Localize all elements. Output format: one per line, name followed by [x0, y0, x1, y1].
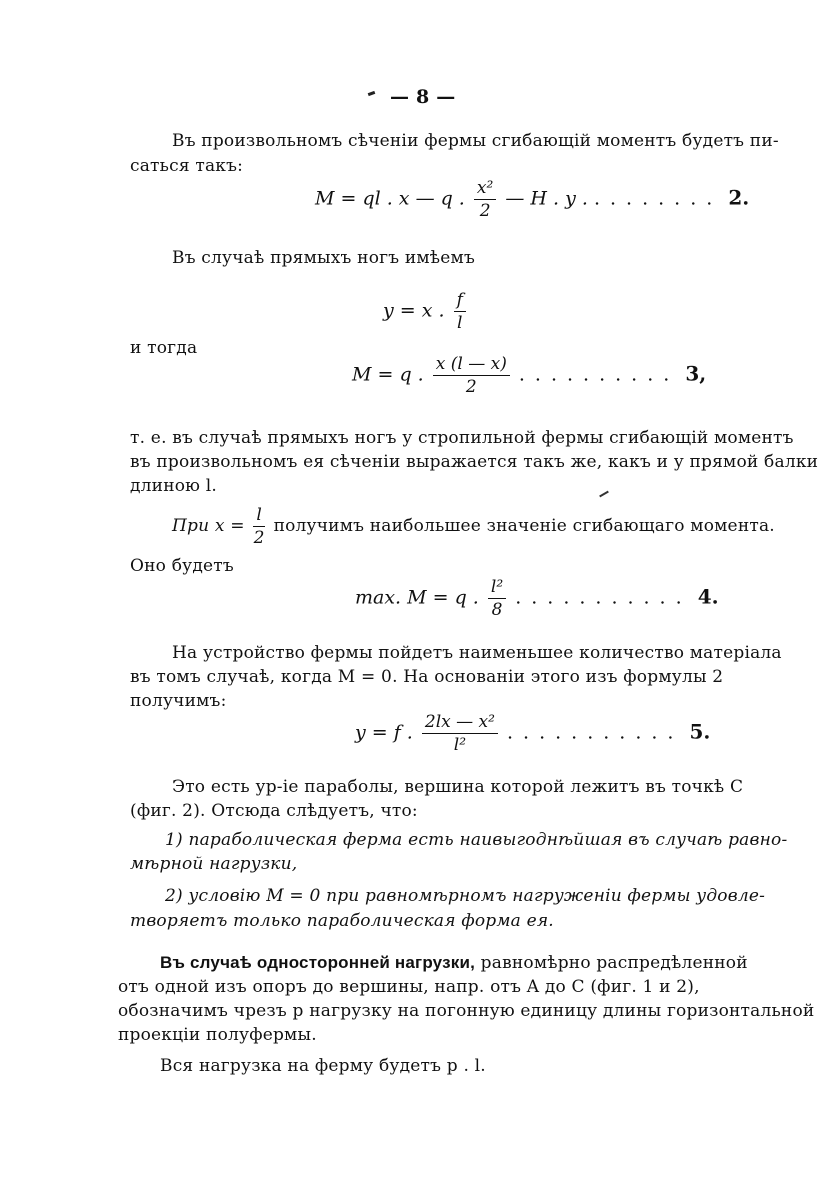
equation-5-numerator: 2lx — x²	[422, 712, 498, 734]
equation-4-numerator: l²	[488, 577, 506, 599]
equation-3-numerator: x (l — x)	[433, 354, 510, 376]
paragraph-3-line-2: въ произвольномъ ея сѣченіи выражается такъ же, какъ и у прямой балки	[130, 452, 819, 472]
equation-3-dots: ..........	[518, 363, 680, 386]
item-2-line-1: 2) условію M = 0 при равномѣрномъ нагруженіи фермы удовле-	[165, 886, 766, 906]
equation-4-dots: ...........	[515, 586, 692, 609]
equation-5-lhs: y = f .	[355, 721, 413, 744]
equation-y-numerator: f	[454, 290, 466, 312]
paragraph-4-numerator: l	[253, 505, 265, 527]
equation-4-number: 4.	[697, 584, 719, 609]
it-will-be-text: Оно будетъ	[130, 556, 234, 576]
paragraph-7-line-2: отъ одной изъ опоръ до вершины, напр. отъ A до C (фиг. 1 и 2),	[118, 977, 700, 997]
stray-pen-mark	[599, 491, 609, 498]
equation-3-number: 3,	[685, 361, 707, 386]
item-1-line-2: мѣрной нагрузки,	[130, 854, 298, 874]
equation-3-denominator: 2	[465, 377, 477, 397]
equation-y	[383, 290, 469, 333]
equation-5	[355, 712, 710, 755]
paragraph-5-line-1: На устройство фермы пойдетъ наименьшее количество матеріала	[172, 643, 782, 663]
paragraph-4-denominator: 2	[253, 528, 265, 548]
paragraph-6-line-1: Это есть ур-іе параболы, вершина которой лежитъ въ точкѣ C	[172, 777, 744, 797]
equation-2-number: 2.	[728, 185, 750, 210]
equation-y-denominator: l	[457, 313, 463, 333]
paragraph-1-line-1: Въ произвольномъ сѣченіи фермы сгибающій моментъ будетъ пи-	[172, 131, 779, 151]
paragraph-7-line-4: проекціи полуфермы.	[118, 1025, 317, 1045]
paragraph-1-line-2: саться такъ:	[130, 156, 244, 176]
equation-y-lhs: y = x .	[383, 299, 445, 322]
page-number: — 8 —	[390, 86, 456, 108]
and-then-text: и тогда	[130, 338, 198, 358]
equation-4-fraction	[488, 577, 506, 620]
equation-2	[315, 178, 749, 221]
paragraph-6-line-2: (фиг. 2). Отсюда слѣдуетъ, что:	[130, 801, 418, 821]
paragraph-5-line-3: получимъ:	[130, 691, 227, 711]
equation-5-number: 5.	[689, 719, 711, 744]
equation-y-fraction	[454, 290, 466, 333]
paragraph-4	[172, 505, 775, 548]
equation-2-denominator: 2	[479, 201, 491, 221]
paragraph-4-pre: При x =	[172, 516, 245, 536]
paragraph-5-line-2: въ томъ случаѣ, когда M = 0. На основаніи этого изъ формулы 2	[130, 667, 724, 687]
stray-mark	[368, 91, 376, 96]
equation-2-fraction	[474, 178, 496, 221]
paragraph-3-line-1: т. е. въ случаѣ прямыхъ ногъ у стропильной фермы сгибающій моментъ	[130, 428, 794, 448]
equation-3-fraction	[433, 354, 510, 397]
paragraph-8: Вся нагрузка на ферму будетъ p . l.	[160, 1056, 486, 1076]
paragraph-3-line-3: длиною l.	[130, 476, 218, 496]
paragraph-7-line-1-rest: равномѣрно распредѣленной	[480, 953, 748, 973]
equation-2-rhs: — H . y .	[505, 187, 588, 210]
equation-4-denominator: 8	[491, 600, 503, 620]
equation-5-denominator: l²	[453, 735, 467, 755]
equation-5-fraction	[422, 712, 498, 755]
paragraph-7-line-1	[160, 952, 748, 974]
equation-4	[355, 577, 719, 620]
item-2-line-2: творяетъ только параболическая форма ея.	[130, 911, 554, 931]
equation-2-dots: ........	[593, 187, 723, 210]
paragraph-4-post: получимъ наибольшее значеніе сгибающаго момента.	[273, 516, 775, 536]
item-1-line-1: 1) параболическая ферма есть наивыгоднѣйшая въ случаѣ равно-	[165, 830, 788, 850]
equation-3	[352, 354, 706, 397]
paragraph-7-bold-lead: Въ случаѣ односторонней нагрузки,	[160, 953, 476, 972]
paragraph-7-line-3: обозначимъ чрезъ p нагрузку на погонную единицу длины горизонтальной	[118, 1001, 815, 1021]
equation-2-lhs: M = ql . x — q .	[315, 187, 465, 210]
equation-5-dots: ...........	[507, 721, 684, 744]
equation-4-lhs: max. M = q .	[355, 586, 479, 609]
paragraph-4-fraction	[253, 505, 265, 548]
paragraph-2: Въ случаѣ прямыхъ ногъ имѣемъ	[172, 248, 475, 268]
equation-3-lhs: M = q .	[352, 363, 424, 386]
equation-2-numerator: x²	[474, 178, 496, 200]
